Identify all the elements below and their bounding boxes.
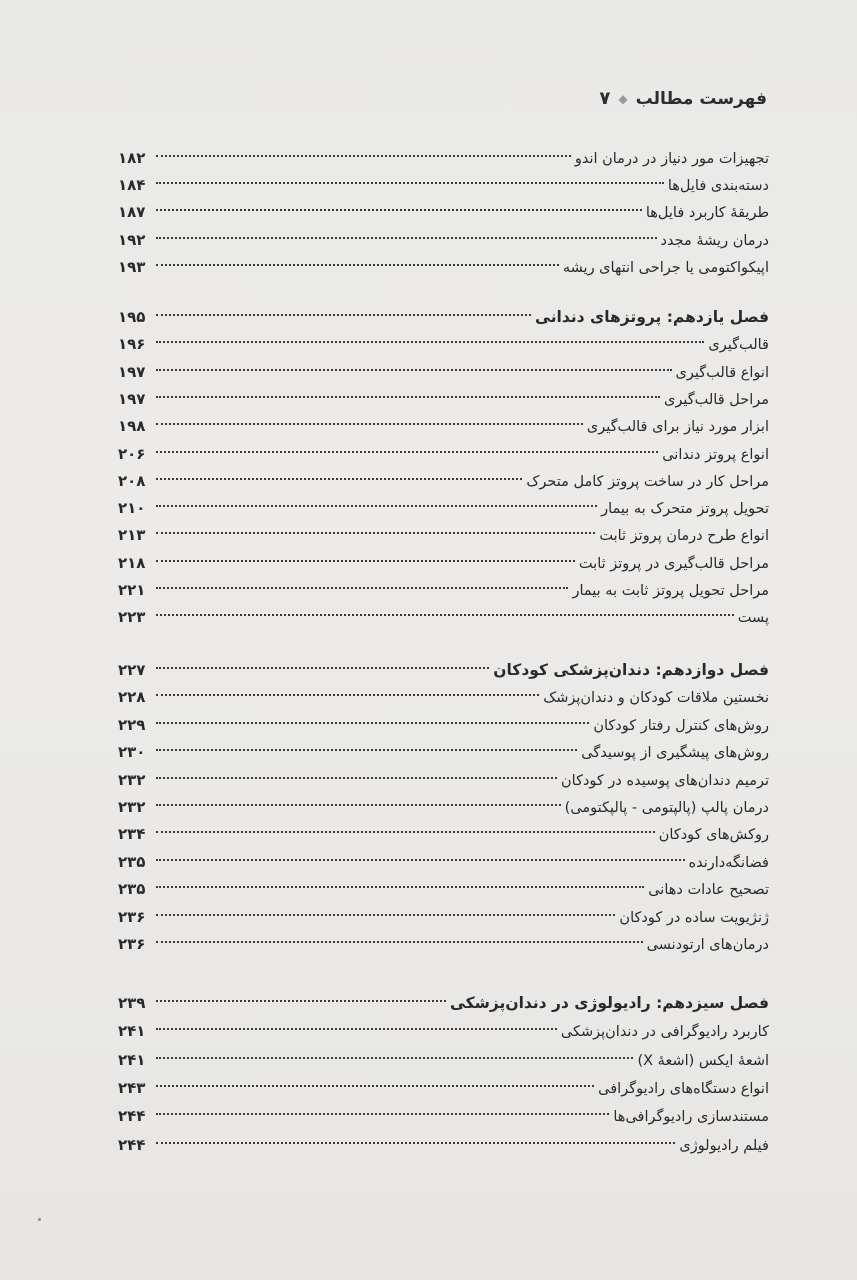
entry-title: فصل یازدهم: پروتزهای دندانی xyxy=(535,308,769,326)
entry-page-number: ۲۳۹ xyxy=(118,994,146,1012)
dot-leader xyxy=(156,722,589,724)
entry-page-number: ۲۳۶ xyxy=(118,935,146,953)
dot-leader xyxy=(156,1000,446,1002)
toc-entry xyxy=(118,576,769,604)
entry-title: تحویل پروتز متحرک به بیمار xyxy=(601,501,769,518)
entry-page-number: ۲۲۳ xyxy=(118,608,146,627)
dot-leader xyxy=(156,614,734,616)
toc-entry xyxy=(118,848,769,876)
toc-entry xyxy=(118,1102,769,1130)
entry-page-number: ۲۳۲ xyxy=(118,770,146,789)
entry-title: مستندسازی رادیوگرافی‌ها xyxy=(613,1109,769,1126)
entry-title: طریقهٔ کاربرد فایل‌ها xyxy=(645,205,769,222)
entry-title: روش‌های پیشگیری از پوسیدگی xyxy=(581,745,769,762)
entry-page-number: ۲۰۸ xyxy=(118,471,146,490)
toc-entry xyxy=(118,766,769,794)
toc-entry xyxy=(118,738,769,766)
entry-page-number: ۲۴۴ xyxy=(118,1135,146,1154)
entry-page-number: ۲۴۱ xyxy=(118,1050,146,1069)
dot-leader xyxy=(156,396,660,398)
entry-page-number: ۲۳۰ xyxy=(118,743,146,762)
dot-leader xyxy=(156,749,577,751)
entry-page-number: ۲۱۸ xyxy=(118,553,146,572)
toc-entry xyxy=(118,494,769,522)
dot-leader xyxy=(156,831,655,833)
toc-entry xyxy=(118,330,769,358)
dot-leader xyxy=(156,1028,557,1030)
entry-page-number: ۲۳۵ xyxy=(118,852,146,871)
dot-leader xyxy=(156,1057,633,1059)
entry-title: مراحل تحویل پروتز ثابت به بیمار xyxy=(572,583,769,599)
entry-title: تجهیزات مور دنیاز در درمان اندو xyxy=(574,151,769,167)
dot-leader xyxy=(156,505,597,507)
running-header xyxy=(110,88,767,109)
entry-page-number: ۲۳۵ xyxy=(118,880,146,899)
entry-page-number: ۱۸۲ xyxy=(118,149,146,167)
entry-title: اپیکواکتومی یا جراحی انتهای ریشه xyxy=(562,259,769,276)
toc-entry xyxy=(118,521,769,549)
entry-page-number: ۲۱۰ xyxy=(118,499,146,518)
dot-leader xyxy=(156,314,531,316)
dot-leader xyxy=(156,859,685,861)
entry-page-number: ۱۹۸ xyxy=(118,417,146,436)
entry-title: دسته‌بندی فایل‌ها xyxy=(667,178,769,195)
toc-entry xyxy=(118,198,769,226)
entry-page-number: ۲۳۲ xyxy=(118,798,146,816)
entry-title: تصحیح عادات دهانی xyxy=(648,882,769,899)
dot-leader xyxy=(156,341,704,343)
dot-leader xyxy=(156,587,568,589)
entry-title: کاربرد رادیوگرافی در دندان‌پزشکی xyxy=(560,1024,769,1041)
dot-leader xyxy=(156,155,571,157)
entry-page-number: ۲۰۶ xyxy=(118,444,146,463)
entry-page-number: ۲۲۸ xyxy=(118,688,146,707)
entry-page-number: ۱۹۶ xyxy=(118,335,146,354)
header-page-number: ۷ xyxy=(599,88,611,109)
chapter-heading xyxy=(118,303,769,331)
toc-entry xyxy=(118,683,769,711)
dot-leader xyxy=(156,423,583,425)
dot-leader xyxy=(156,1142,675,1144)
entry-title: نخستین ملاقات کودکان و دندان‌پزشک xyxy=(543,690,769,707)
entry-title: ژنژیویت ساده در کودکان xyxy=(619,909,769,926)
entry-title: فضانگه‌دارنده xyxy=(688,854,769,871)
toc-entry xyxy=(118,385,769,413)
entry-title: فیلم رادیولوژی xyxy=(679,1137,769,1154)
toc-entry xyxy=(118,412,769,440)
entry-title: اشعهٔ ایکس (اشعهٔ X) xyxy=(637,1052,769,1069)
dot-leader xyxy=(156,478,522,480)
dot-leader xyxy=(156,560,575,562)
entry-page-number: ۲۳۴ xyxy=(118,825,146,844)
entry-page-number: ۲۳۶ xyxy=(118,907,146,926)
toc-entry xyxy=(118,144,769,172)
dot-leader xyxy=(156,264,559,266)
entry-title: مراحل قالب‌گیری xyxy=(664,391,769,408)
dot-leader xyxy=(156,667,489,669)
chapter-heading xyxy=(118,989,769,1017)
entry-page-number: ۲۴۴ xyxy=(118,1107,146,1126)
toc-entry xyxy=(118,358,769,386)
entry-page-number: ۲۲۱ xyxy=(118,581,146,599)
dot-leader xyxy=(156,532,595,534)
entry-title: قالب‌گیری xyxy=(708,337,769,354)
dot-leader xyxy=(156,1085,594,1087)
toc-entry xyxy=(118,1074,769,1102)
entry-title: انواع پروتز دندانی xyxy=(662,446,769,463)
toc-entry xyxy=(118,903,769,931)
entry-title: انواع طرح درمان پروتز ثابت xyxy=(599,528,769,545)
entry-page-number: ۱۹۵ xyxy=(118,308,146,326)
toc-entry xyxy=(118,171,769,199)
header-title: فهرست مطالب xyxy=(635,88,767,109)
entry-page-number: ۱۹۷ xyxy=(118,362,146,381)
entry-title: پست xyxy=(737,610,769,627)
entry-title: روش‌های کنترل رفتار کودکان xyxy=(593,717,769,734)
dot-leader xyxy=(156,369,672,371)
dot-leader xyxy=(156,804,561,806)
entry-page-number: ۱۹۳ xyxy=(118,257,146,276)
entry-page-number: ۱۹۷ xyxy=(118,389,146,408)
toc-entry xyxy=(118,226,769,254)
toc-entry xyxy=(118,1046,769,1074)
entry-title: ترمیم دندان‌های پوسیده در کودکان xyxy=(561,772,769,789)
paper-speck xyxy=(38,1218,41,1221)
entry-title: فصل سیزدهم: رادیولوژی در دندان‌پزشکی xyxy=(449,994,769,1012)
entry-title: ابزار مورد نیاز برای قالب‌گیری xyxy=(586,419,769,436)
entry-title: درمان‌های ارتودنسی xyxy=(646,937,769,953)
toc-entry xyxy=(118,253,769,281)
toc-entry xyxy=(118,440,769,468)
entry-title: انواع قالب‌گیری xyxy=(675,364,769,381)
toc-entry xyxy=(118,467,769,495)
dot-leader xyxy=(156,777,557,779)
dot-leader xyxy=(156,182,664,184)
entry-title: مراحل قالب‌گیری در پروتز ثابت xyxy=(578,555,769,572)
toc-entry xyxy=(118,549,769,577)
entry-page-number: ۲۴۳ xyxy=(118,1078,146,1097)
dot-leader xyxy=(156,209,642,211)
entry-page-number: ۲۲۹ xyxy=(118,715,146,734)
entry-title: مراحل کار در ساخت پروتز کامل متحرک xyxy=(526,473,769,490)
toc-entry xyxy=(118,603,769,631)
entry-page-number: ۱۹۲ xyxy=(118,230,146,249)
entry-title: فصل دوازدهم: دندان‌پزشکی کودکان xyxy=(493,661,769,679)
entry-page-number: ۲۱۳ xyxy=(118,526,146,545)
toc-entry xyxy=(118,711,769,739)
dot-leader xyxy=(156,237,657,239)
dot-leader xyxy=(156,941,643,943)
entry-page-number: ۲۴۱ xyxy=(118,1022,146,1041)
entry-title: درمان پالپ (پالپتومی - پالپکتومی) xyxy=(564,800,769,816)
entry-title: درمان ریشهٔ مجدد xyxy=(660,232,769,249)
entry-page-number: ۱۸۴ xyxy=(118,176,146,195)
toc-entry xyxy=(118,1017,769,1045)
entry-title: انواع دستگاه‌های رادیوگرافی xyxy=(598,1080,769,1097)
dot-leader xyxy=(156,914,615,916)
entry-page-number: ۱۸۷ xyxy=(118,203,146,222)
entry-title: روکش‌های کودکان xyxy=(658,827,769,844)
dot-leader xyxy=(156,694,539,696)
toc-entry xyxy=(118,1131,769,1159)
diamond-icon: ◆ xyxy=(618,91,628,106)
dot-leader xyxy=(156,451,658,453)
entry-page-number: ۲۲۷ xyxy=(118,661,146,679)
toc-entry xyxy=(118,930,769,958)
dot-leader xyxy=(156,1113,609,1115)
toc-entry xyxy=(118,820,769,848)
chapter-heading xyxy=(118,656,769,684)
toc-entry xyxy=(118,875,769,903)
toc-entry xyxy=(118,793,769,821)
dot-leader xyxy=(156,886,644,888)
